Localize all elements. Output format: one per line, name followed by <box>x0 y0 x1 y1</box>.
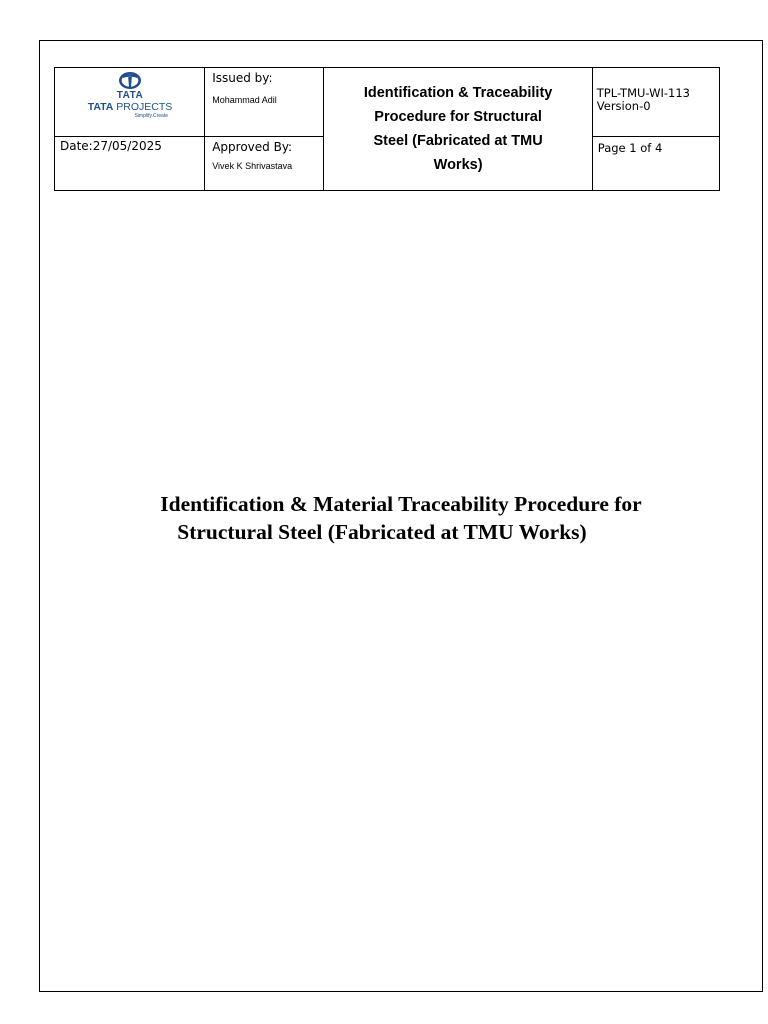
approved-by-name: Vivek K Shrivastava <box>212 161 293 171</box>
logo-cell <box>55 68 205 137</box>
page-number: Page 1 of 4 <box>597 141 663 155</box>
logo-company-rest: PROJECTS <box>113 101 173 113</box>
header-title-line-1: Identification & Traceability <box>363 85 553 101</box>
tata-emblem-icon <box>118 71 142 90</box>
header-title-cell <box>324 68 592 191</box>
issued-by-name: Mohammad Adil <box>212 95 277 105</box>
doc-code: TPL-TMU-WI-113 <box>596 86 690 100</box>
approved-by-cell <box>205 137 324 191</box>
date-cell <box>55 137 205 191</box>
logo-brand-text: TATA <box>116 90 144 101</box>
doc-date: Date:27/05/2025 <box>60 139 162 153</box>
header-title-line-3: Steel (Fabricated at TMU <box>373 133 543 149</box>
logo-tagline: Simplify.Create <box>134 113 168 119</box>
page-info-cell <box>592 137 719 191</box>
doc-version: Version-0 <box>596 99 651 113</box>
document-title <box>39 490 763 546</box>
document-header-table <box>54 67 720 191</box>
company-logo <box>55 71 205 119</box>
logo-company-name <box>55 101 205 113</box>
document-title-line-2: Structural Steel (Fabricated at TMU Works) <box>177 520 587 544</box>
header-title-line-4: Works) <box>433 157 483 173</box>
header-title-line-2: Procedure for Structural <box>374 109 542 125</box>
approved-by-label: Approved By: <box>212 140 293 154</box>
issued-by-label: Issued by: <box>212 71 273 85</box>
issued-by-cell <box>205 68 324 137</box>
logo-company-bold: TATA <box>87 101 114 113</box>
document-title-line-1: Identification & Material Traceability Procedure for <box>160 492 642 516</box>
doc-code-cell <box>592 68 719 137</box>
